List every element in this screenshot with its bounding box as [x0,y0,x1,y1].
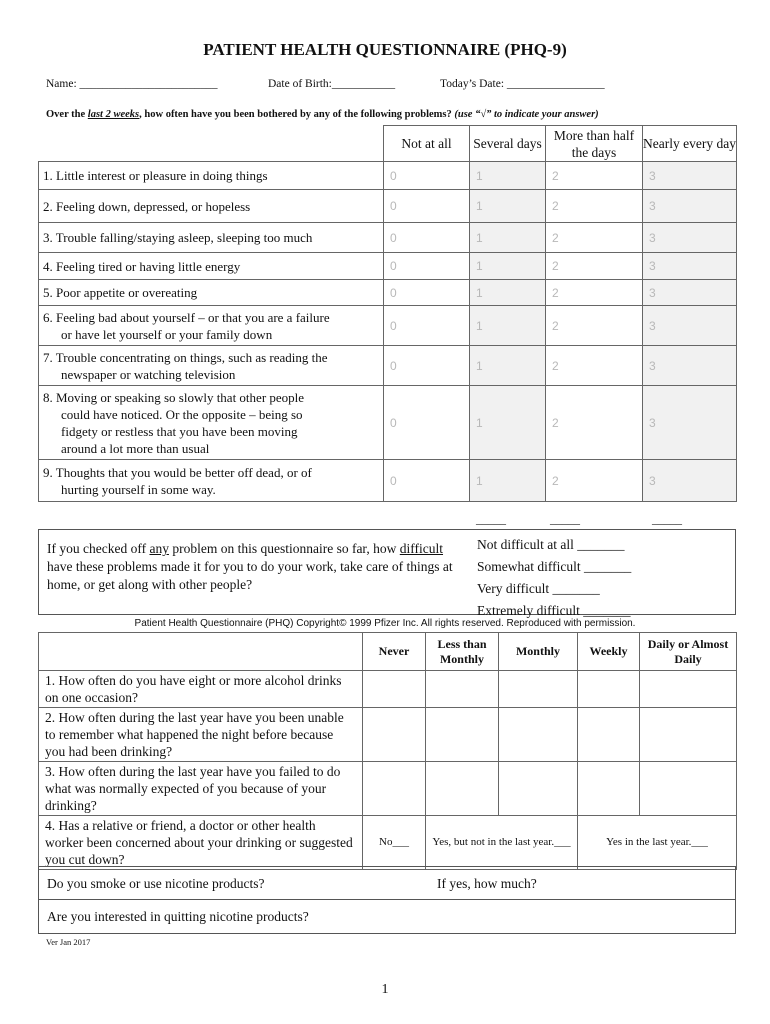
phq-question-6: 6. Feeling bad about yourself – or that you are a failure or have let yourself or your family down [39,306,384,346]
score-cell[interactable]: 2 [546,460,643,502]
answer-cell[interactable] [640,762,737,816]
col-less-than-monthly: Less than Monthly [426,633,499,671]
score-cell[interactable]: 1 [470,190,546,223]
option-yes-last-year[interactable]: Yes in the last year.___ [578,816,737,870]
page-title: PATIENT HEALTH QUESTIONNAIRE (PHQ-9) [203,40,567,59]
col-weekly: Weekly [578,633,640,671]
col-more-than-half: More than half the days [546,126,643,162]
option-very-difficult[interactable]: Very difficult _______ [477,581,600,596]
option-no[interactable]: No___ [363,816,426,870]
option-extremely-difficult[interactable]: Extremely difficult _______ [477,603,631,618]
phq-question-9: 9. Thoughts that you would be better off dead, or of hurting yourself in some way. [39,460,384,502]
score-cell[interactable]: 2 [546,190,643,223]
score-cell[interactable]: 0 [384,346,470,386]
answer-cell[interactable] [578,762,640,816]
nicotine-row-1 [39,867,735,900]
phq-question-3: 3. Trouble falling/staying asleep, sleeping too much [39,223,384,253]
score-cell[interactable]: 2 [546,386,643,460]
score-cell[interactable]: 3 [643,306,737,346]
answer-cell[interactable] [499,762,578,816]
answer-cell[interactable] [499,671,578,708]
score-cell[interactable]: 3 [643,162,737,190]
alc-header-blank [39,633,363,671]
score-cell[interactable]: 3 [643,346,737,386]
score-cell[interactable]: 2 [546,162,643,190]
copyright-notice: Patient Health Questionnaire (PHQ) Copyright© 1999 Pfizer Inc. All rights reserved. Reproduced with permission. [134,618,636,629]
smoke-question: Do you smoke or use nicotine products? [47,876,265,891]
score-cell[interactable]: 0 [384,190,470,223]
score-cell[interactable]: 3 [643,280,737,306]
today-date-field[interactable]: Today’s Date: _________________ [440,78,605,90]
answer-cell[interactable] [578,708,640,762]
difficulty-options [477,534,631,622]
score-cell[interactable]: 1 [470,162,546,190]
phq-question-7: 7. Trouble concentrating on things, such as reading the newspaper or watching television [39,346,384,386]
option-yes-not-last-year[interactable]: Yes, but not in the last year.___ [426,816,578,870]
score-cell[interactable]: 0 [384,460,470,502]
difficulty-section [38,529,736,618]
score-cell[interactable]: 1 [470,280,546,306]
score-cell[interactable]: 1 [470,346,546,386]
phq-question-1: 1. Little interest or pleasure in doing things [39,162,384,190]
col-not-at-all: Not at all [384,126,470,162]
col-monthly: Monthly [499,633,578,671]
total-blank[interactable]: _____ [550,512,580,526]
answer-cell[interactable] [640,671,737,708]
score-cell[interactable]: 2 [546,223,643,253]
alcohol-question-3: 3. How often during the last year have you failed to do what was normally expected of you because of your drinking? [39,762,363,816]
alcohol-question-2: 2. How often during the last year have you been unable to remember what happened the night before because you had been drinking? [39,708,363,762]
answer-cell[interactable] [363,762,426,816]
col-daily: Daily or Almost Daily [640,633,737,671]
col-never: Never [363,633,426,671]
col-nearly-every-day: Nearly every day [643,126,737,162]
phq-question-5: 5. Poor appetite or overeating [39,280,384,306]
score-cell[interactable]: 3 [643,223,737,253]
score-cell[interactable]: 2 [546,306,643,346]
total-blank[interactable]: _____ [476,512,506,526]
option-somewhat-difficult[interactable]: Somewhat difficult _______ [477,559,632,574]
score-cell[interactable]: 3 [643,460,737,502]
score-cell[interactable]: 1 [470,223,546,253]
answer-cell[interactable] [426,671,499,708]
answer-cell[interactable] [426,708,499,762]
score-cell[interactable]: 3 [643,386,737,460]
phq-header-blank [39,126,384,162]
name-field[interactable]: Name: ________________________ [46,78,218,90]
option-not-difficult[interactable]: Not difficult at all _______ [477,537,625,552]
total-blank[interactable]: _____ [652,512,682,526]
score-cell[interactable]: 0 [384,253,470,280]
alcohol-question-4: 4. Has a relative or friend, a doctor or other health worker been concerned about your drinking or suggested you cut down? [39,816,363,870]
score-cell[interactable]: 2 [546,280,643,306]
quit-question: Are you interested in quitting nicotine products? [47,909,309,924]
dob-field[interactable]: Date of Birth:___________ [268,78,396,90]
phq9-table [38,125,737,502]
score-cell[interactable]: 1 [470,253,546,280]
score-cell[interactable]: 0 [384,386,470,460]
instructions: Over the last 2 weeks, how often have you been bothered by any of the following problems? (use “√” to indicate your answer) [46,109,599,120]
score-cell[interactable]: 0 [384,162,470,190]
score-cell[interactable]: 1 [470,306,546,346]
score-cell[interactable]: 2 [546,253,643,280]
score-cell[interactable]: 3 [643,253,737,280]
answer-cell[interactable] [499,708,578,762]
version-label: Ver Jan 2017 [46,937,91,947]
col-several-days: Several days [470,126,546,162]
nicotine-section [38,866,736,934]
answer-cell[interactable] [578,671,640,708]
difficulty-question: If you checked off any problem on this questionnaire so far, how difficult have these problems made it for you to do your work, take care of things at home, or get along with other people? [47,541,453,592]
alcohol-question-1: 1. How often do you have eight or more alcohol drinks on one occasion? [39,671,363,708]
answer-cell[interactable] [363,671,426,708]
score-cell[interactable]: 0 [384,306,470,346]
score-cell[interactable]: 1 [470,460,546,502]
score-cell[interactable]: 0 [384,280,470,306]
phq-question-8: 8. Moving or speaking so slowly that other people could have noticed. Or the opposite – being so fidgety or restless that you have been moving around a lot more than usual [39,386,384,460]
score-cell[interactable]: 0 [384,223,470,253]
page-number: 1 [381,982,389,997]
alcohol-table [38,632,737,870]
phq-question-4: 4. Feeling tired or having little energy [39,253,384,280]
answer-cell[interactable] [363,708,426,762]
score-cell[interactable]: 1 [470,386,546,460]
smoke-followup: If yes, how much? [437,876,537,891]
answer-cell[interactable] [426,762,499,816]
answer-cell[interactable] [640,708,737,762]
phq-question-2: 2. Feeling down, depressed, or hopeless [39,190,384,223]
score-cell[interactable]: 3 [643,190,737,223]
score-cell[interactable]: 2 [546,346,643,386]
